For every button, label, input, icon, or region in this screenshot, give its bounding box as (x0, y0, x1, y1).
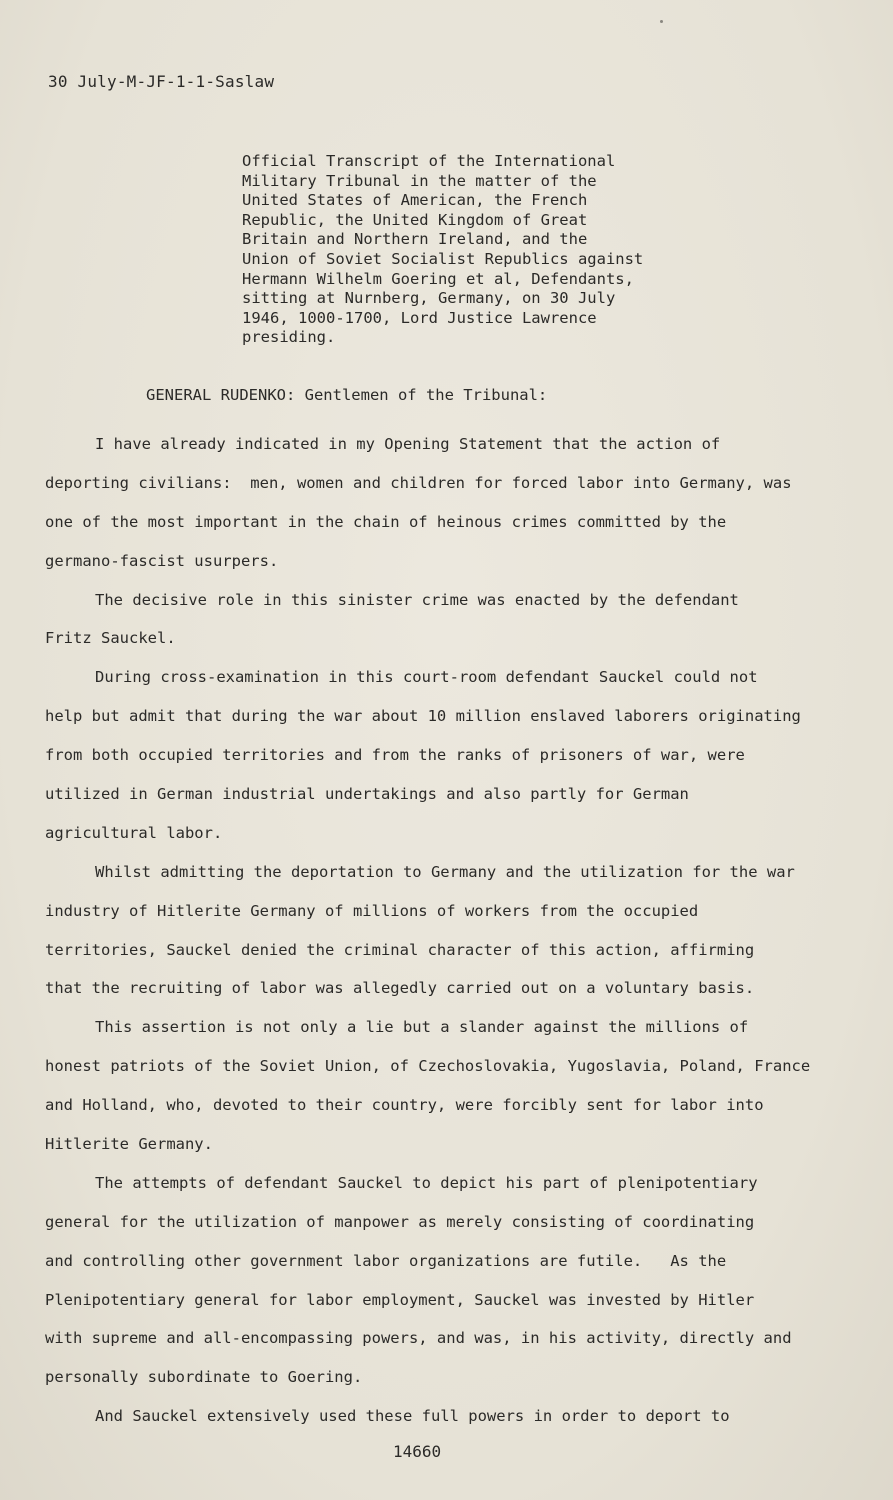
body-line: Whilst admitting the deportation to Germany and the utilization for the war (95, 862, 795, 881)
body-line: Fritz Sauckel. (45, 629, 176, 648)
body-line: personally subordinate to Goering. (45, 1368, 363, 1387)
page-number: 14660 (393, 1442, 442, 1461)
body-line: Hitlerite Germany. (45, 1135, 213, 1154)
body-line: general for the utilization of manpower as merely consisting of coordinating (45, 1212, 755, 1231)
body-line: The decisive role in this sinister crime was enacted by the defendant (95, 590, 739, 609)
body-line: honest patriots of the Soviet Union, of Czechoslovakia, Yugoslavia, Poland, France (45, 1057, 811, 1076)
body-line: And Sauckel extensively used these full powers in order to deport to (95, 1407, 730, 1426)
body-line: that the recruiting of labor was allegedly carried out on a voluntary basis. (45, 979, 755, 998)
body-line: and controlling other government labor organizations are futile. As the (45, 1251, 727, 1270)
speaker-line: GENERAL RUDENKO: Gentlemen of the Tribunal: (146, 386, 548, 404)
caption-line: presiding. (242, 328, 336, 347)
caption-line: Republic, the United Kingdom of Great (242, 210, 588, 229)
document-header-id: 30 July-M-JF-1-1-Saslaw (48, 72, 275, 91)
caption-line: sitting at Nurnberg, Germany, on 30 July (242, 289, 616, 308)
body-line: agricultural labor. (45, 823, 223, 842)
body-line: and Holland, who, devoted to their country, were forcibly sent for labor into (45, 1096, 764, 1115)
transcript-caption (242, 152, 682, 348)
body-line: from both occupied territories and from the ranks of prisoners of war, were (45, 746, 745, 765)
caption-line: United States of American, the French (242, 191, 588, 210)
body-line: The attempts of defendant Sauckel to depict his part of plenipotentiary (95, 1173, 758, 1192)
body-line: with supreme and all-encompassing powers, and was, in his activity, directly and (45, 1329, 792, 1348)
body-line: This assertion is not only a lie but a slander against the millions of (95, 1018, 749, 1037)
caption-line: Official Transcript of the International (242, 152, 616, 170)
body-line: help but admit that during the war about 10 million enslaved laborers originating (45, 707, 801, 726)
body-line: one of the most important in the chain of heinous crimes committed by the (45, 512, 727, 531)
body-line: During cross-examination in this court-room defendant Sauckel could not (95, 668, 758, 687)
body-line: germano-fascist usurpers. (45, 551, 279, 570)
caption-line: Britain and Northern Ireland, and the (242, 230, 588, 249)
body-line: Plenipotentiary general for labor employment, Sauckel was invested by Hitler (45, 1290, 755, 1309)
body-line: territories, Sauckel denied the criminal character of this action, affirming (45, 940, 755, 959)
caption-line: Hermann Wilhelm Goering et al, Defendants, (242, 269, 634, 288)
body-line: I have already indicated in my Opening Statement that the action of (95, 435, 721, 453)
transcript-body (45, 425, 845, 1436)
body-line: deporting civilians: men, women and children for forced labor into Germany, was (45, 473, 792, 492)
caption-line: 1946, 1000-1700, Lord Justice Lawrence (242, 308, 597, 327)
caption-line: Union of Soviet Socialist Republics against (242, 249, 644, 268)
body-line: utilized in German industrial undertakings and also partly for German (45, 785, 689, 804)
caption-line: Military Tribunal in the matter of the (242, 171, 597, 190)
paper-speck (660, 20, 663, 23)
body-line: industry of Hitlerite Germany of millions of workers from the occupied (45, 901, 699, 920)
